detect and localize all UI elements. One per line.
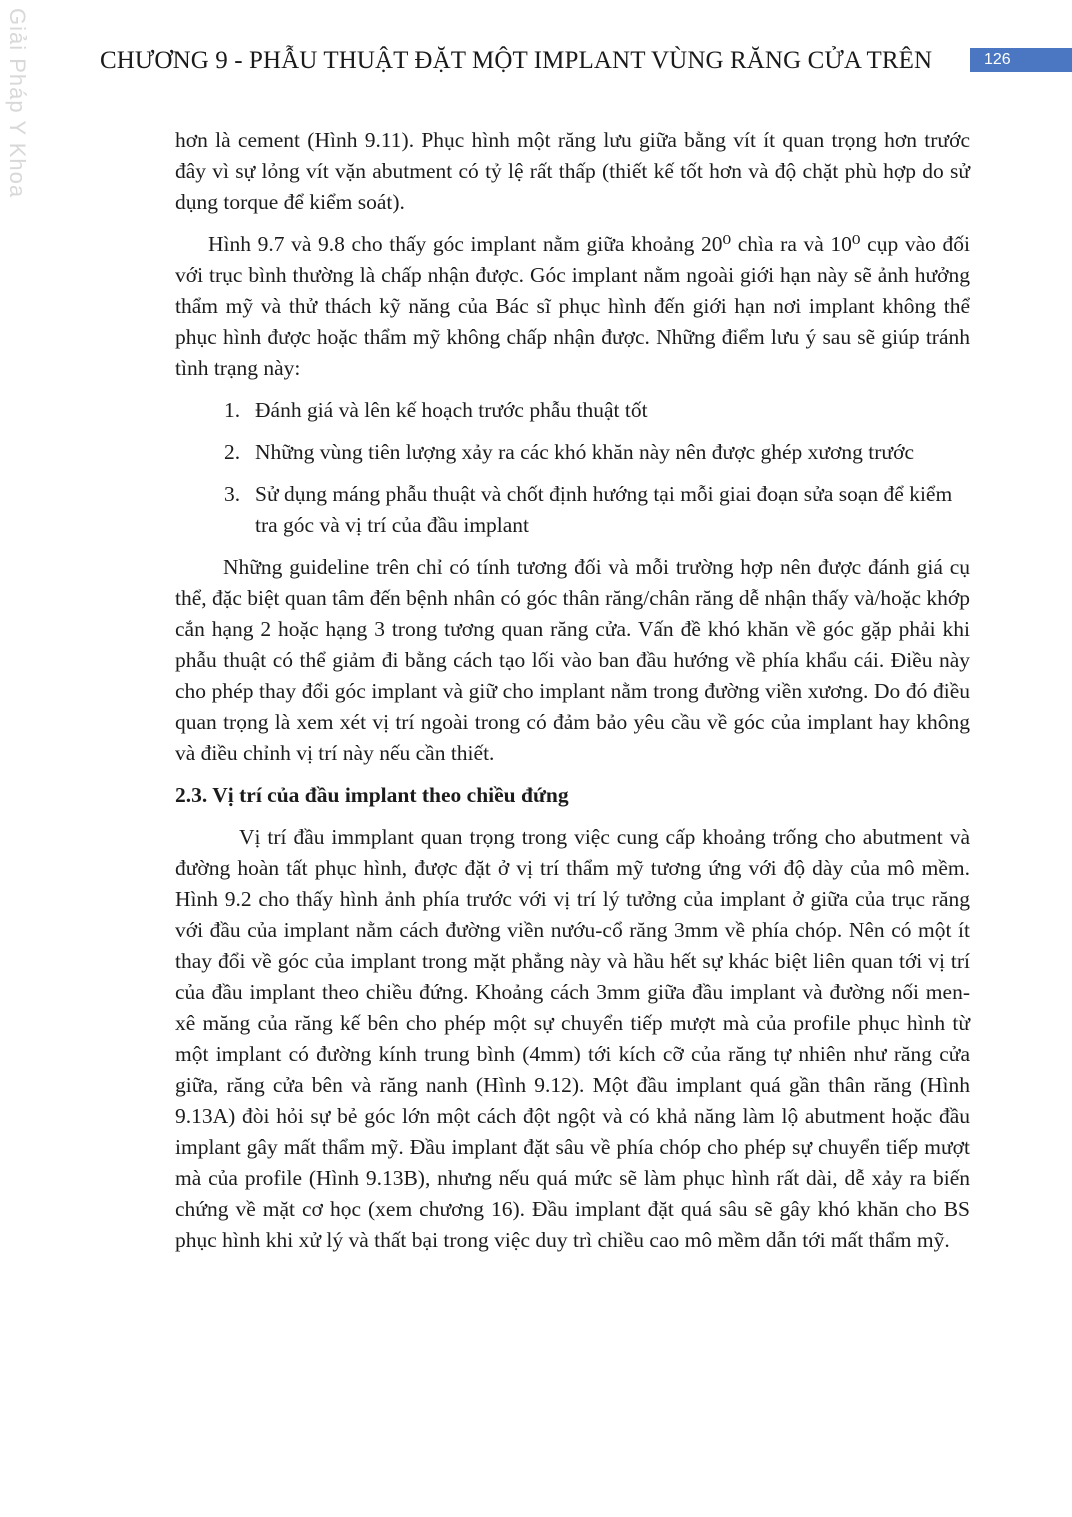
- paragraph-angle: Hình 9.7 và 9.8 cho thấy góc implant nằm giữa khoảng 20⁰ chìa ra và 10⁰ cụp vào đối với trục bình thường là chấp nhận được. Góc implant nằm ngoài giới hạn này sẽ ảnh hưởng thẩm mỹ và thử thách kỹ năng của Bác sĩ phục hình đến giới hạn nơi implant không thể phục hình được hoặc thẩm mỹ không chấp nhận được. Những điểm lưu ý sau sẽ giúp tránh tình trạng này:: [175, 232, 970, 380]
- list-item: [175, 479, 970, 541]
- page-body: [175, 125, 970, 1267]
- list-item-number: 1.: [224, 398, 241, 422]
- recommendation-list: [175, 395, 970, 541]
- chapter-title: CHƯƠNG 9 - PHẪU THUẬT ĐẶT MỘT IMPLANT VÙNG RĂNG CỬA TRÊN: [100, 47, 933, 74]
- paragraph-guideline: Những guideline trên chỉ có tính tương đối và mỗi trường hợp nên được đánh giá cụ thể, đặc biệt quan tâm đến bệnh nhân có góc thân răng/chân răng dễ nhận thấy và/hoặc khớp cắn hạng 2 hoặc hạng 3 trong tương quan răng cửa. Vấn đề khó khăn về góc gặp phải khi phẫu thuật có thể giảm đi bằng cách tạo lối vào ban đầu hướng về phía khẩu cái. Điều này cho phép thay đổi góc implant và giữ cho implant nằm trong đường viền xương. Do đó điều quan trọng là xem xét vị trí ngoài trong có đảm bảo yêu cầu về góc của implant hay không và điều chỉnh vị trí này nếu cần thiết.: [175, 555, 970, 765]
- list-item: [175, 437, 970, 468]
- section-heading: 2.3. Vị trí của đầu implant theo chiều đứng: [175, 783, 569, 807]
- list-item-text: Sử dụng máng phẫu thuật và chốt định hướng tại mỗi giai đoạn sửa soạn để kiểm tra góc và vị trí của đầu implant: [255, 482, 953, 537]
- watermark-text: Giải Pháp Y Khoa: [5, 8, 30, 199]
- list-item: [175, 395, 970, 426]
- page-number-badge: 126: [970, 48, 1072, 72]
- list-item-text: Những vùng tiên lượng xảy ra các khó khăn này nên được ghép xương trước: [255, 440, 914, 464]
- paragraph-continuation: hơn là cement (Hình 9.11). Phục hình một răng lưu giữa bằng vít ít quan trọng hơn trước đây vì sự lỏng vít vặn abutment có tỷ lệ rất thấp (thiết kế tốt hơn và độ chặt phù hợp do sử dụng torque để kiểm soát).: [175, 128, 970, 214]
- list-item-text: Đánh giá và lên kế hoạch trước phẫu thuật tốt: [255, 398, 648, 422]
- list-item-number: 2.: [224, 440, 241, 464]
- list-item-number: 3.: [224, 482, 241, 506]
- paragraph-vertical-position: Vị trí đầu immplant quan trọng trong việc cung cấp khoảng trống cho abutment và đường hoàn tất phục hình, được đặt ở vị trí thẩm mỹ tương ứng với độ dày của mô mềm. Hình 9.2 cho thấy hình ảnh phía trước với vị trí lý tưởng của implant ở giữa của trục răng với đầu của implant nằm cách đường viền nướu-cổ răng 3mm về phía chóp. Nên có một ít thay đổi về góc của implant trong mặt phẳng này và hầu hết sự khác biệt liên quan tới vị trí của đầu implant theo chiều đứng. Khoảng cách 3mm giữa đầu implant và đường nối men- xê măng của răng kế bên cho phép một sự chuyển tiếp mượt mà của profile phục hình từ một implant có đường kính trung bình (4mm) tới kích cỡ của răng tự nhiên như răng cửa giữa, răng cửa bên và răng nanh (Hình 9.12). Một đầu implant quá gần thân răng (Hình 9.13A) đòi hỏi sự bẻ góc lớn một cách đột ngột và có khả năng làm lộ abutment hoặc đầu implant gây mất thẩm mỹ. Đầu implant đặt sâu về phía chóp cho phép sự chuyển tiếp mượt mà của profile (Hình 9.13B), nhưng nếu quá mức sẽ làm phục hình rất dài, dễ xảy ra biến chứng về mặt cơ học (xem chương 16). Đầu implant đặt quá sâu sẽ gây khó khăn cho BS phục hình khi xử lý và thất bại trong việc duy trì chiều cao mô mềm dẫn tới mất thẩm mỹ.: [175, 825, 970, 1252]
